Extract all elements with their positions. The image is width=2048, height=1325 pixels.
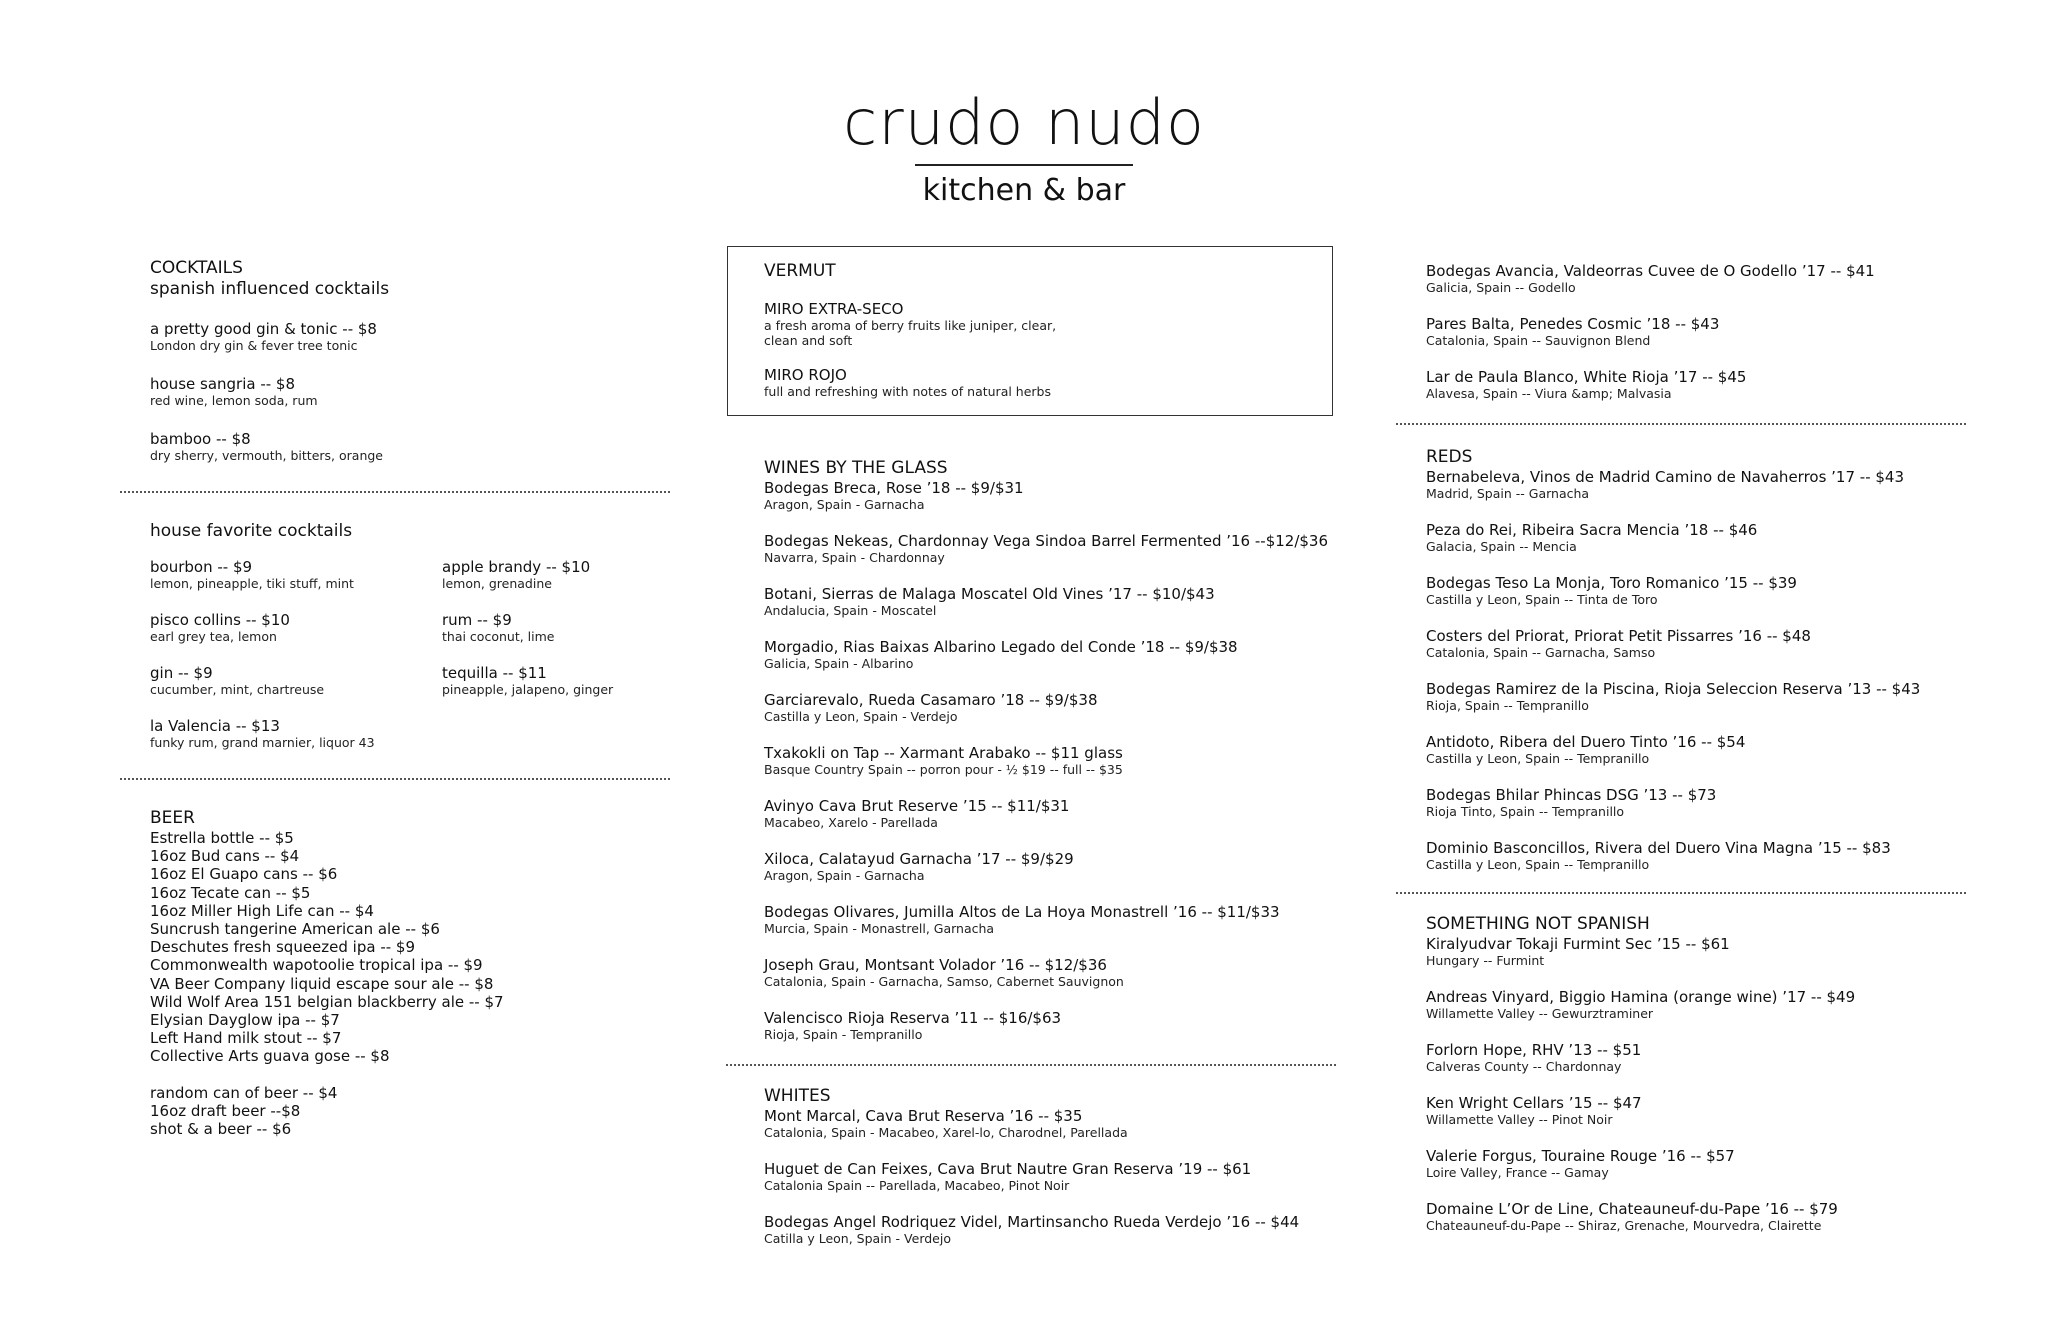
item-desc: London dry gin & fever tree tonic <box>150 338 358 353</box>
menu-item <box>150 664 442 697</box>
item-desc: lemon, grenadine <box>442 576 552 591</box>
menu-item <box>764 956 1344 989</box>
not-spanish-section <box>1426 914 1986 1233</box>
menu-item <box>764 850 1344 883</box>
item-desc: thai coconut, lime <box>442 629 555 644</box>
item-name: la Valencia -- $13 <box>150 717 280 735</box>
beer-item: 16oz Tecate can -- $5 <box>150 883 311 902</box>
item-desc: Aragon, Spain - Garnacha <box>764 868 925 883</box>
item-name: Ken Wright Cellars ’15 -- $47 <box>1426 1094 1642 1112</box>
item-desc: Macabeo, Xarelo - Parellada <box>764 815 938 830</box>
menu-item <box>764 1107 1344 1140</box>
whites-section <box>764 1086 1344 1246</box>
menu-item <box>764 1009 1344 1042</box>
item-desc: Loire Valley, France -- Gamay <box>1426 1165 1609 1180</box>
whites-continued <box>1426 262 1986 401</box>
beer-item: random can of beer -- $4 <box>150 1083 338 1102</box>
section-divider <box>1396 423 1966 425</box>
item-desc: funky rum, grand marnier, liquor 43 <box>150 735 375 750</box>
item-desc: Castilla y Leon, Spain -- Tempranillo <box>1426 857 1650 872</box>
beer-item: 16oz Miller High Life can -- $4 <box>150 901 374 920</box>
brand-subtitle: kitchen & bar <box>922 173 1126 208</box>
menu-item <box>1426 1200 1986 1233</box>
item-desc: pineapple, jalapeno, ginger <box>442 682 614 697</box>
beer-list <box>150 829 680 1066</box>
menu-item <box>150 375 680 408</box>
item-name: Mont Marcal, Cava Brut Reserva ’16 -- $35 <box>764 1107 1083 1125</box>
brand-divider <box>915 164 1133 166</box>
beer-section <box>150 808 680 1138</box>
item-desc: Galicia, Spain -- Godello <box>1426 280 1576 295</box>
menu-item <box>764 1213 1344 1246</box>
item-name: Bodegas Angel Rodriquez Videl, Martinsancho Rueda Verdejo ’16 -- $44 <box>764 1213 1300 1231</box>
item-desc: Willamette Valley -- Gewurztraminer <box>1426 1006 1654 1021</box>
beer-extras <box>150 1084 680 1139</box>
section-title: BEER <box>150 808 195 828</box>
item-name: Bodegas Olivares, Jumilla Altos de La Hoya Monastrell ’16 -- $11/$33 <box>764 903 1280 921</box>
menu-item <box>764 366 1296 399</box>
item-name: Bodegas Breca, Rose ’18 -- $9/$31 <box>764 479 1024 497</box>
menu-item <box>1426 988 1986 1021</box>
menu-item <box>1426 262 1986 295</box>
menu-item <box>1426 1147 1986 1180</box>
item-desc: cucumber, mint, chartreuse <box>150 682 325 697</box>
beer-item: 16oz draft beer --$8 <box>150 1101 301 1120</box>
menu-header <box>0 88 2048 210</box>
item-name: MIRO ROJO <box>764 366 847 384</box>
item-name: Domaine L’Or de Line, Chateauneuf-du-Pape ’16 -- $79 <box>1426 1200 1838 1218</box>
menu-item <box>442 664 680 697</box>
menu-item <box>764 585 1344 618</box>
beer-item: Left Hand milk stout -- $7 <box>150 1029 342 1048</box>
item-desc: full and refreshing with notes of natural herbs <box>764 384 1051 399</box>
house-favorites-section <box>150 521 680 750</box>
item-name: Peza do Rei, Ribeira Sacra Mencia ’18 -- $46 <box>1426 521 1758 539</box>
menu-item <box>1426 1041 1986 1074</box>
menu-item <box>1426 315 1986 348</box>
item-desc: Catilla y Leon, Spain - Verdejo <box>764 1231 951 1246</box>
item-name: Valencisco Rioja Reserva ’11 -- $16/$63 <box>764 1009 1062 1027</box>
item-name: Botani, Sierras de Malaga Moscatel Old Vines ’17 -- $10/$43 <box>764 585 1215 603</box>
menu-item <box>764 300 1296 348</box>
section-divider <box>120 778 670 780</box>
menu-item <box>1426 935 1986 968</box>
item-desc: Castilla y Leon, Spain - Verdejo <box>764 709 958 724</box>
item-desc: earl grey tea, lemon <box>150 629 277 644</box>
item-desc: Galicia, Spain - Albarino <box>764 656 914 671</box>
item-desc: Hungary -- Furmint <box>1426 953 1545 968</box>
item-name: MIRO EXTRA-SECO <box>764 300 904 318</box>
menu-item <box>150 611 442 644</box>
menu-item <box>764 797 1344 830</box>
item-name: Pares Balta, Penedes Cosmic ’18 -- $43 <box>1426 315 1720 333</box>
item-desc: Rioja, Spain - Tempranillo <box>764 1027 923 1042</box>
item-name: Bodegas Avancia, Valdeorras Cuvee de O Godello ’17 -- $41 <box>1426 262 1875 280</box>
reds-section <box>1426 447 1986 872</box>
beer-item: Estrella bottle -- $5 <box>150 829 294 847</box>
column-left <box>150 258 680 1138</box>
item-desc: Madrid, Spain -- Garnacha <box>1426 486 1590 501</box>
item-name: Bodegas Teso La Monja, Toro Romanico ’15 -- $39 <box>1426 574 1797 592</box>
menu-item <box>764 691 1344 724</box>
item-name: Valerie Forgus, Touraine Rouge ’16 -- $57 <box>1426 1147 1735 1165</box>
item-name: Costers del Priorat, Priorat Petit Pissarres ’16 -- $48 <box>1426 627 1811 645</box>
item-desc: lemon, pineapple, tiki stuff, mint <box>150 576 354 591</box>
brand-title: crudo nudo <box>843 86 1205 159</box>
beer-item: Wild Wolf Area 151 belgian blackberry ale -- $7 <box>150 992 504 1011</box>
item-desc: Castilla y Leon, Spain -- Tempranillo <box>1426 751 1650 766</box>
item-desc: Catalonia Spain -- Parellada, Macabeo, Pinot Noir <box>764 1178 1070 1193</box>
item-name: Joseph Grau, Montsant Volador ’16 -- $12/$36 <box>764 956 1107 974</box>
item-desc: Aragon, Spain - Garnacha <box>764 497 925 512</box>
beer-item: VA Beer Company liquid escape sour ale -- $8 <box>150 974 494 993</box>
menu-item <box>150 430 680 463</box>
item-name: Morgadio, Rias Baixas Albarino Legado del Conde ’18 -- $9/$38 <box>764 638 1238 656</box>
vermut-box <box>727 246 1333 416</box>
item-name: a pretty good gin & tonic -- $8 <box>150 320 377 338</box>
item-name: pisco collins -- $10 <box>150 611 290 629</box>
section-title: SOMETHING NOT SPANISH <box>1426 914 1650 934</box>
item-desc: Castilla y Leon, Spain -- Tinta de Toro <box>1426 592 1658 607</box>
menu-item <box>150 320 680 353</box>
menu-item <box>764 903 1344 936</box>
beer-item: shot & a beer -- $6 <box>150 1120 292 1139</box>
item-name: apple brandy -- $10 <box>442 558 591 576</box>
menu-item <box>764 1160 1344 1193</box>
item-desc: Willamette Valley -- Pinot Noir <box>1426 1112 1613 1127</box>
item-desc: Andalucia, Spain - Moscatel <box>764 603 937 618</box>
section-title: COCKTAILS <box>150 258 243 278</box>
item-name: Bodegas Bhilar Phincas DSG ’13 -- $73 <box>1426 786 1717 804</box>
item-desc: Galacia, Spain -- Mencia <box>1426 539 1577 554</box>
item-name: bourbon -- $9 <box>150 558 253 576</box>
section-title: WINES BY THE GLASS <box>764 458 948 478</box>
item-name: rum -- $9 <box>442 611 512 629</box>
item-desc: Rioja, Spain -- Tempranillo <box>1426 698 1589 713</box>
section-title: WHITES <box>764 1086 831 1106</box>
item-desc: Catalonia, Spain -- Garnacha, Samso <box>1426 645 1656 660</box>
item-name: Antidoto, Ribera del Duero Tinto ’16 -- $54 <box>1426 733 1746 751</box>
menu-item <box>442 558 680 591</box>
item-desc: Murcia, Spain - Monastrell, Garnacha <box>764 921 995 936</box>
menu-item <box>442 611 680 644</box>
item-name: house sangria -- $8 <box>150 375 296 393</box>
beer-item: 16oz Bud cans -- $4 <box>150 847 300 866</box>
column-middle <box>764 458 1344 1246</box>
item-desc: Catalonia, Spain - Garnacha, Samso, Cabernet Sauvignon <box>764 974 1124 989</box>
item-name: Lar de Paula Blanco, White Rioja ’17 -- $45 <box>1426 368 1747 386</box>
section-divider <box>726 1064 1336 1066</box>
section-divider <box>120 491 670 493</box>
item-name: Bodegas Ramirez de la Piscina, Rioja Seleccion Reserva ’13 -- $43 <box>1426 680 1921 698</box>
beer-item: Collective Arts guava gose -- $8 <box>150 1047 390 1066</box>
item-desc: Rioja Tinto, Spain -- Tempranillo <box>1426 804 1625 819</box>
item-desc: clean and soft <box>764 333 853 348</box>
column-right <box>1426 262 1986 1233</box>
menu-item <box>1426 627 1986 660</box>
menu-item <box>1426 733 1986 766</box>
item-name: Kiralyudvar Tokaji Furmint Sec ’15 -- $61 <box>1426 935 1730 953</box>
favorites-grid <box>150 558 680 750</box>
menu-item <box>1426 1094 1986 1127</box>
item-name: gin -- $9 <box>150 664 213 682</box>
menu-item <box>1426 839 1986 872</box>
item-name: Bernabeleva, Vinos de Madrid Camino de Navaherros ’17 -- $43 <box>1426 468 1905 486</box>
item-name: Txakokli on Tap -- Xarmant Arabako -- $11 glass <box>764 744 1123 762</box>
beer-item: Elysian Dayglow ipa -- $7 <box>150 1011 340 1030</box>
item-name: Garciarevalo, Rueda Casamaro ’18 -- $9/$38 <box>764 691 1098 709</box>
item-desc: Calveras County -- Chardonnay <box>1426 1059 1622 1074</box>
item-desc: Navarra, Spain - Chardonnay <box>764 550 945 565</box>
item-name: Avinyo Cava Brut Reserve ’15 -- $11/$31 <box>764 797 1070 815</box>
wines-by-glass-section <box>764 458 1344 1042</box>
beer-item: Commonwealth wapotoolie tropical ipa -- $9 <box>150 956 483 975</box>
menu-item <box>764 532 1344 565</box>
section-title: REDS <box>1426 447 1473 467</box>
item-desc: Alavesa, Spain -- Viura &amp; Malvasia <box>1426 386 1672 401</box>
section-subtitle: spanish influenced cocktails <box>150 279 390 299</box>
item-name: tequilla -- $11 <box>442 664 547 682</box>
menu-item <box>1426 786 1986 819</box>
cocktails-section <box>150 258 680 463</box>
item-name: Dominio Basconcillos, Rivera del Duero Vina Magna ’15 -- $83 <box>1426 839 1891 857</box>
item-desc: red wine, lemon soda, rum <box>150 393 318 408</box>
menu-item <box>1426 680 1986 713</box>
menu-item <box>764 479 1344 512</box>
menu-item <box>1426 521 1986 554</box>
item-name: Andreas Vinyard, Biggio Hamina (orange wine) ’17 -- $49 <box>1426 988 1856 1006</box>
menu-item <box>1426 574 1986 607</box>
item-desc: Basque Country Spain -- porron pour - ½ $19 -- full -- $35 <box>764 762 1123 777</box>
section-title: house favorite cocktails <box>150 521 353 541</box>
item-desc: a fresh aroma of berry fruits like juniper, clear, <box>764 318 1057 333</box>
menu-item <box>764 744 1344 777</box>
item-name: bamboo -- $8 <box>150 430 251 448</box>
section-title: VERMUT <box>764 261 836 281</box>
menu-item <box>150 717 442 750</box>
beer-item: Suncrush tangerine American ale -- $6 <box>150 920 440 939</box>
section-divider <box>1396 892 1966 894</box>
beer-item: 16oz El Guapo cans -- $6 <box>150 865 338 884</box>
beer-item: Deschutes fresh squeezed ipa -- $9 <box>150 938 416 957</box>
item-name: Huguet de Can Feixes, Cava Brut Nautre Gran Reserva ’19 -- $61 <box>764 1160 1252 1178</box>
menu-item <box>150 558 442 591</box>
menu-item <box>1426 468 1986 501</box>
item-name: Bodegas Nekeas, Chardonnay Vega Sindoa Barrel Fermented ’16 --$12/$36 <box>764 532 1329 550</box>
item-name: Xiloca, Calatayud Garnacha ’17 -- $9/$29 <box>764 850 1074 868</box>
item-desc: Chateauneuf-du-Pape -- Shiraz, Grenache, Mourvedra, Clairette <box>1426 1218 1822 1233</box>
item-desc: Catalonia, Spain - Macabeo, Xarel-lo, Charodnel, Parellada <box>764 1125 1128 1140</box>
menu-item <box>1426 368 1986 401</box>
item-name: Forlorn Hope, RHV ’13 -- $51 <box>1426 1041 1642 1059</box>
item-desc: dry sherry, vermouth, bitters, orange <box>150 448 383 463</box>
item-desc: Catalonia, Spain -- Sauvignon Blend <box>1426 333 1651 348</box>
menu-item <box>764 638 1344 671</box>
